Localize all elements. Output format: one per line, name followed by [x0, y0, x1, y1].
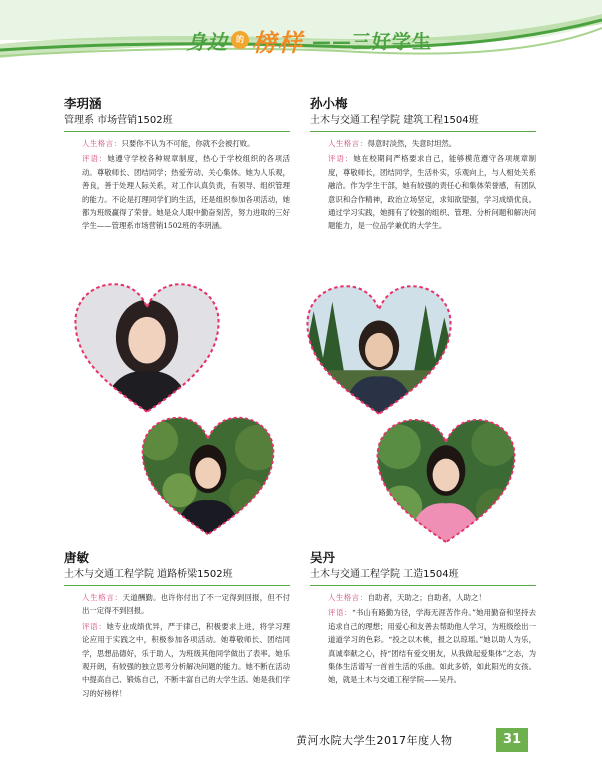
divider — [310, 131, 536, 132]
motto-text: 天道酬勤。也许你付出了不一定得到回报，但不付出一定得不到回报。 — [82, 593, 290, 616]
heart-photo-li-yuehan — [66, 278, 228, 418]
page-title — [186, 26, 433, 57]
student-name: 李玥涵 — [64, 96, 102, 111]
heart-photo-icon — [298, 280, 460, 420]
motto-label: 人生格言： — [82, 139, 122, 148]
motto-text: 得意时淡然，失意时坦然。 — [367, 139, 457, 148]
motto-paragraph — [310, 137, 536, 150]
student-name: 吴丹 — [310, 550, 336, 565]
motto-paragraph — [310, 591, 536, 604]
comment-label: 评语： — [82, 154, 108, 164]
student-name: 唐敏 — [64, 550, 90, 565]
motto-label: 人生格言： — [328, 593, 368, 602]
comment-paragraph — [310, 152, 536, 232]
heart-photo-icon — [368, 414, 524, 548]
page-number: 31 — [496, 728, 528, 752]
title-badge: 的 — [231, 31, 249, 49]
heart-photo-icon — [134, 412, 282, 540]
motto-text: 只要你不认为不可能，你就不会被打败。 — [121, 139, 255, 148]
heart-photo-sun-xiaomei — [298, 280, 460, 420]
profile-sun-xiaomei — [310, 96, 536, 233]
profile-wu-dan — [310, 550, 536, 687]
footer-publication-title: 黄河水院大学生2017年度人物 — [296, 734, 453, 747]
comment-label: 评语： — [328, 154, 354, 164]
heart-photo-icon — [66, 278, 228, 418]
divider — [64, 585, 290, 586]
motto-label: 人生格言： — [82, 593, 123, 602]
heart-photo-wu-dan — [368, 414, 524, 548]
motto-text: 自助者，天助之；自助者，人助之！ — [367, 593, 486, 602]
motto-paragraph — [64, 137, 290, 150]
title-part-3: ——三好学生 — [312, 30, 433, 53]
heart-photo-tang-min — [134, 412, 282, 540]
comment-paragraph — [64, 152, 290, 232]
student-name: 孙小梅 — [310, 96, 348, 111]
page-header — [0, 0, 602, 62]
motto-label: 人生格言： — [328, 139, 368, 148]
profile-tang-min — [64, 550, 290, 700]
comment-text: 她专业成绩优异，严于律己，积极要求上进，将学习理论应用于实践之中，积极参加各项活动。她尊敬师长、团结同学，思想品德好，乐于助人，为班级其他同学做出了表率。她乐观开朗，有较强的独立思考分析解决问题的能力。她不断在活动中提高自己、锻炼自己，不断丰富自己的大学生活。她是我们学习的好榜样！ — [82, 621, 290, 698]
divider — [64, 131, 290, 132]
student-department: 土木与交通工程学院 建筑工程1504班 — [310, 115, 479, 126]
student-department: 土木与交通工程学院 工造1504班 — [310, 569, 459, 580]
comment-text: 她在校期间严格要求自己，能够模范遵守各项规章制度，尊敬师长，团结同学，生活朴实，乐观向上，与人相处关系融洽。作为学生干部，她有较强的责任心和集体荣誉感，有团队意识和合作精神，政治立场坚定，求知欲望强，学习成绩优良。通过学习实践，她拥有了较强的组织、管理、分析问题和解决问题能力，是一位品学兼优的大学生。 — [328, 154, 536, 231]
divider — [310, 585, 536, 586]
profile-li-yuehan — [64, 96, 290, 233]
comment-label: 评语： — [82, 621, 107, 631]
title-part-1: 身边 — [186, 29, 228, 54]
comment-text: 她遵守学校各种规章制度，热心于学校组织的各项活动。尊敬师长、团结同学；热爱劳动、关心集体。她为人乐观，善良，善于处理人际关系，对工作认真负责，有领导、组织管理的能力。不论是打理同学们的生活，还是组织参加各项活动，她都为班级赢得了荣誉。她是众人眼中勤奋刻苦，努力进取的三好学生——管理系市场营销1502班的李玥涵。 — [82, 154, 290, 231]
comment-paragraph — [310, 606, 536, 686]
title-part-2: 榜样 — [252, 27, 304, 57]
comment-paragraph — [64, 620, 290, 700]
student-department: 管理系 市场营销1502班 — [64, 115, 173, 126]
comment-text: “书山有路勤为径，学海无涯苦作舟。”她用勤奋和坚持去追求自己的理想；用爱心和友善去帮助他人学习，为班级绘出一道道学习的色彩。“投之以木桃，报之以琼瑶。”她以助人为乐，真诚奉献之心，持“团结有爱交朋友，从我做起爱集体”之态，为集体生活谱写一首首生活的乐曲。如此多娇，如此阳光的女孩。她，就是土木与交通工程学院——吴丹。 — [328, 608, 536, 685]
motto-paragraph — [64, 591, 290, 618]
comment-label: 评语： — [328, 608, 353, 618]
student-department: 土木与交通工程学院 道路桥梁1502班 — [64, 569, 233, 580]
